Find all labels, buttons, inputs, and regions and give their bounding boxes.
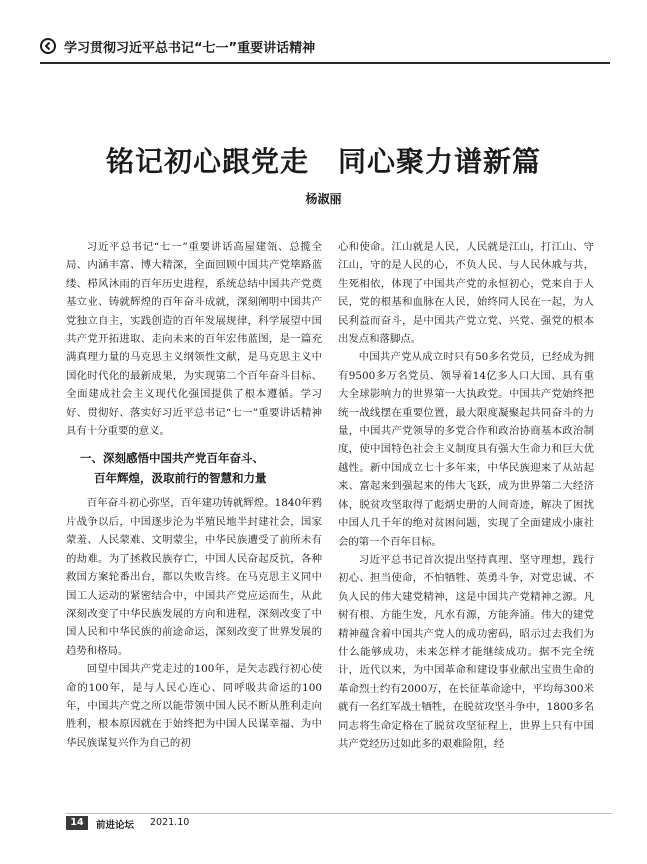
left-column (66, 238, 322, 752)
issue-date: 2021.10 (150, 817, 190, 828)
page-footer (66, 813, 612, 830)
circle-arrow-icon (40, 38, 56, 54)
body-paragraph: 中国共产党从成立时只有50多名党员，已经成为拥有9500多万名党员、领导着14亿多人口大国、具有重大全球影响力的世界第一大执政党。中国共产党始终把统一战线摆在重要位置，最大限度凝聚起共同奋斗的力量，中国共产党领导的多党合作和政治协商基本政治制度，使中国特色社会主义制度具有强大生命力和巨大优越性。新中国成立七十多年来，中华民族迎来了从站起来、富起来到强起来的伟大飞跃，成为世界第二大经济体，脱贫攻坚取得了彪炳史册的人间奇迹，解决了困扰中国人几千年的绝对贫困问题，实现了全面建成小康社会的第一个百年目标。 (338, 351, 594, 548)
header-title: 学习贯彻习近平总书记“七一”重要讲话精神 (64, 41, 316, 56)
body-paragraph-continued: 心和使命。江山就是人民，人民就是江山，打江山、守江山，守的是人民的心，不负人民、与人民休戚与共，生死相依，体现了中国共产党的永恒初心，党来自于人民，党的根基和血脉在人民，始终同人民在一起，为人民利益而奋斗，是中国共产党立党、兴党、强党的根本出发点和落脚点。 (338, 241, 594, 346)
body-paragraph: 回望中国共产党走过的100年，是矢志践行初心使命的100年，是与人民心连心、同呼吸共命运的100年，中国共产党之所以能带领中国人民不断从胜利走向胜利，根本原因就在于始终把为中国人民谋幸福、为中华民族谋复兴作为自己的初 (66, 663, 322, 749)
intro-paragraph: 习近平总书记“七一”重要讲话高屋建瓴、总揽全局、内涵丰富、博大精深，全面回顾中国共产党筚路蓝缕、栉风沐雨的百年历史进程，系统总结中国共产党奠基立业、铸就辉煌的百年奋斗成就，深刻阐明中国共产党独立自主，实践创造的百年发展规律，科学展望中国共产党开拓进取、走向未来的百年宏伟蓝图，是一篇充满真理力量的马克思主义纲领性文献，是马克思主义中国化时代化的最新成果，为实现第二个百年奋斗目标、全面建成社会主义现代化强国提供了根本遵循。学习好、贯彻好、落实好习近平总书记“七一”重要讲话精神具有十分重要的意义。 (66, 241, 322, 438)
section-heading-line1: 一、深刻感悟中国共产党百年奋斗、 (80, 451, 264, 466)
page-number: 14 (66, 816, 88, 830)
magazine-name: 前进论坛 (96, 820, 135, 831)
running-header (40, 36, 610, 64)
section-heading (66, 448, 322, 488)
right-column (338, 238, 594, 753)
body-paragraph: 习近平总书记首次提出坚持真理、坚守理想，践行初心、担当使命，不怕牺牲、英勇斗争，对党忠诚、不负人民的伟大建党精神，这是中国共产党精神之源。凡树有根、方能生发，凡水有源，方能奔涌。伟大的建党精神蕴含着中国共产党人的成功密码，昭示过去我们为什么能够成功，未来怎样才能继续成功。据不完全统计，近代以来，为中国革命和建设事业献出宝贵生命的革命烈士约有2000万，在长征革命途中，平均每300米就有一名红军战士牺牲，在脱贫攻坚斗争中，1800多名同志将生命定格在了脱贫攻坚征程上，世界上只有中国共产党经历过如此多的艰难险阻，经 (338, 553, 594, 750)
section-heading-line2: 百年辉煌，汲取前行的智慧和力量 (94, 471, 267, 486)
article-title: 铭记初心跟党走 同心聚力谱新篇 (105, 145, 541, 178)
article-author: 杨淑丽 (305, 192, 342, 206)
body-paragraph: 百年奋斗初心弥坚，百年建功铸就辉煌。1840年鸦片战争以后，中国逐步沦为半殖民地半封建社会，国家蒙羞、人民蒙难、文明蒙尘，中华民族遭受了前所未有的劫难。为了拯救民族存亡，中国人民奋起反抗，各种救国方案轮番出台，都以失败告终。在马克思主义同中国工人运动的紧密结合中，中国共产党应运而生，从此深刻改变了中华民族发展的方向和进程，深刻改变了中国人民和中华民族的前途命运，深刻改变了世界发展的趋势和格局。 (66, 497, 322, 657)
